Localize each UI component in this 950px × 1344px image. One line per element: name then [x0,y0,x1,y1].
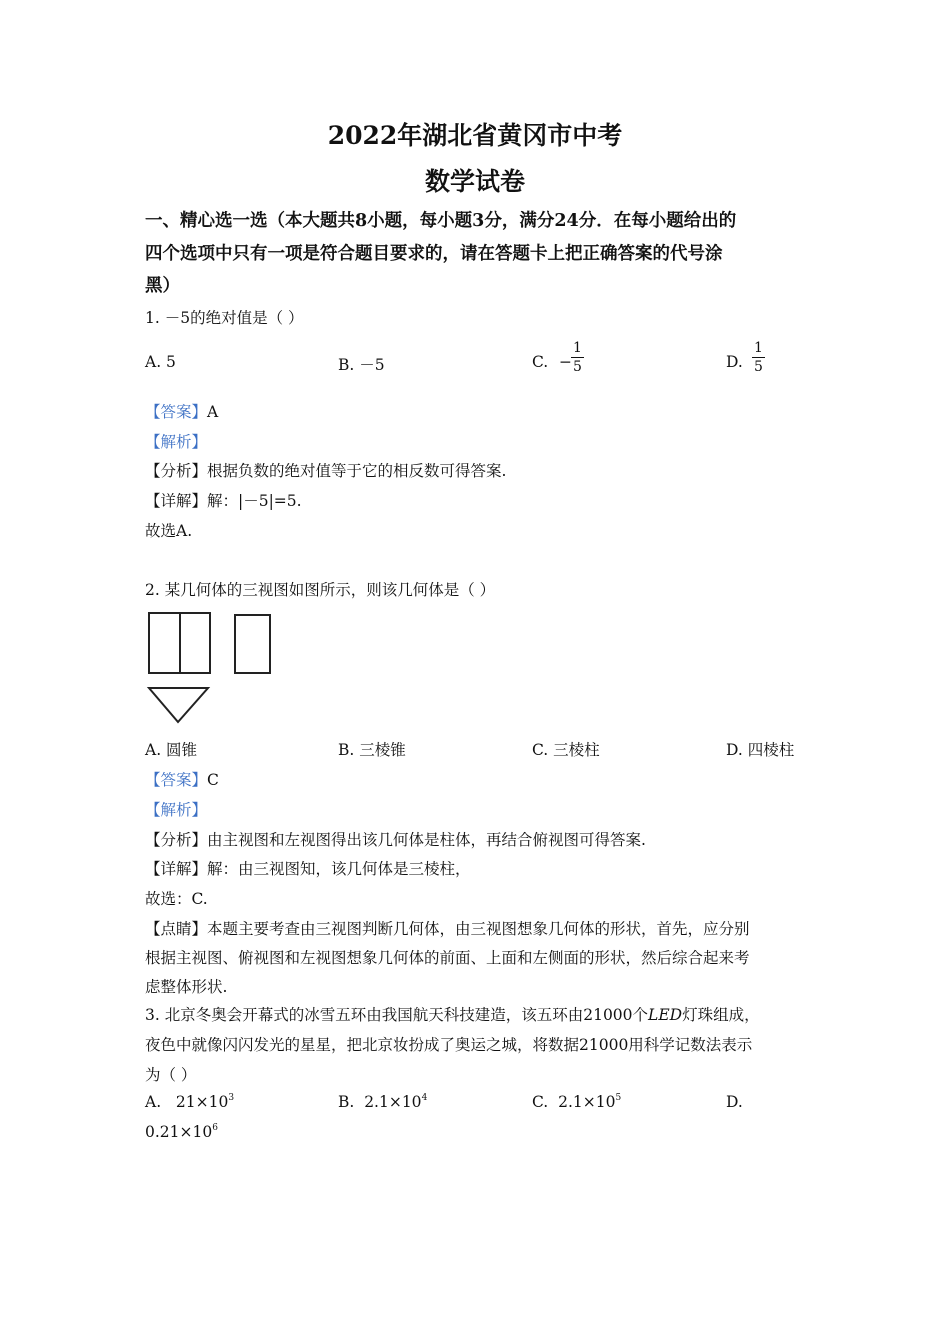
option-label: C. [532,1093,549,1111]
q3-stem-line3: 为（ ） [145,1066,197,1084]
q2-option-d: D. 四棱柱 [726,741,795,759]
q1-option-c-denominator: 5 [573,359,582,375]
q3-stem-led: LED [648,1006,683,1024]
option-exponent: 5 [615,1093,622,1103]
option-base: 2.1×10 [558,1093,616,1111]
three-view-figure [140,608,280,728]
q3-option-b [338,1093,427,1111]
answer-value: C [207,771,219,789]
option-label: A. [145,1093,162,1111]
q1-option-c-fraction [571,340,584,375]
answer-tag: 【答案】 [145,771,208,789]
q2-xiangjie: 【详解】解：由三视图知，该几何体是三棱柱， [145,860,471,878]
q1-option-d-denominator: 5 [754,359,763,375]
option-base: 0.21×10 [145,1123,213,1141]
option-exponent: 4 [421,1093,428,1103]
q2-conclusion: 故选：C. [145,890,208,908]
q3-option-d-label: D. [726,1093,743,1111]
q2-stem: 2. 某几何体的三视图如图所示，则该几何体是（ ） [145,581,496,599]
q3-stem-text: 3. 北京冬奥会开幕式的冰雪五环由我国航天科技建造，该五环由21000个 [145,1006,649,1024]
q1-option-d-fraction [752,340,765,375]
answer-tag: 【答案】 [145,403,208,421]
q1-fenxi: 【分析】根据负数的绝对值等于它的相反数可得答案. [145,462,507,480]
q2-option-b: B. 三棱锥 [338,741,406,759]
q1-option-c-sign: − [559,353,572,371]
q2-dianjing-line2: 根据主视图、俯视图和左视图想象几何体的前面、上面和左侧面的形状，然后综合起来考 [145,949,750,967]
q2-analysis-tag: 【解析】 [145,801,208,819]
side-view [235,615,270,673]
q3-stem-line2: 夜色中就像闪闪发光的星星，把北京妆扮成了奥运之城，将数据21000用科学记数法表示 [145,1036,753,1054]
option-base: 2.1×10 [364,1093,422,1111]
q3-stem-line1 [145,1003,760,1025]
top-view [149,688,208,722]
option-exponent: 3 [228,1093,235,1103]
section-heading-line1: 一、精心选一选（本大题共8小题，每小题3分，满分24分．在每小题给出的 [145,211,737,231]
q1-option-c-numerator: 1 [573,340,582,356]
q1-answer [145,400,218,422]
q1-option-b: B. －5 [338,356,385,374]
q3-option-d [145,1123,218,1141]
q2-fenxi: 【分析】由主视图和左视图得出该几何体是柱体，再结合俯视图可得答案. [145,831,646,849]
q1-option-d-numerator: 1 [754,340,763,356]
answer-value: A [207,403,219,421]
option-base: 21×10 [175,1093,229,1111]
page-title: 2022年湖北省黄冈市中考 [327,121,623,150]
q1-conclusion: 故选A. [145,522,193,540]
option-label: B. [338,1093,355,1111]
q2-option-c: C. 三棱柱 [532,741,600,759]
q1-option-d-label: D. [726,353,743,371]
q1-xiangjie: 【详解】解：|－5|=5. [145,492,302,510]
section-heading-line3: 黑） [145,276,180,296]
q3-option-c [532,1093,621,1111]
q3-stem-text-end: 灯珠组成， [682,1006,760,1024]
q1-option-c-label: C. [532,353,549,371]
section-heading-line2: 四个选项中只有一项是符合题目要求的，请在答题卡上把正确答案的代号涂 [145,244,723,264]
q2-dianjing-line3: 虑整体形状. [145,978,228,996]
fraction-bar [571,357,584,358]
q1-stem: 1. －5的绝对值是（ ） [145,309,304,327]
q1-analysis-tag: 【解析】 [145,433,208,451]
fraction-bar [752,357,765,358]
q3-option-a [145,1093,234,1111]
q2-option-a: A. 圆锥 [145,741,198,759]
page-subtitle: 数学试卷 [424,167,525,196]
option-exponent: 6 [212,1123,218,1133]
q2-dianjing-line1: 【点睛】本题主要考查由三视图判断几何体，由三视图想象几何体的形状，首先，应分别 [145,920,750,938]
q1-option-a: A. 5 [145,353,176,371]
q2-answer [145,768,219,790]
